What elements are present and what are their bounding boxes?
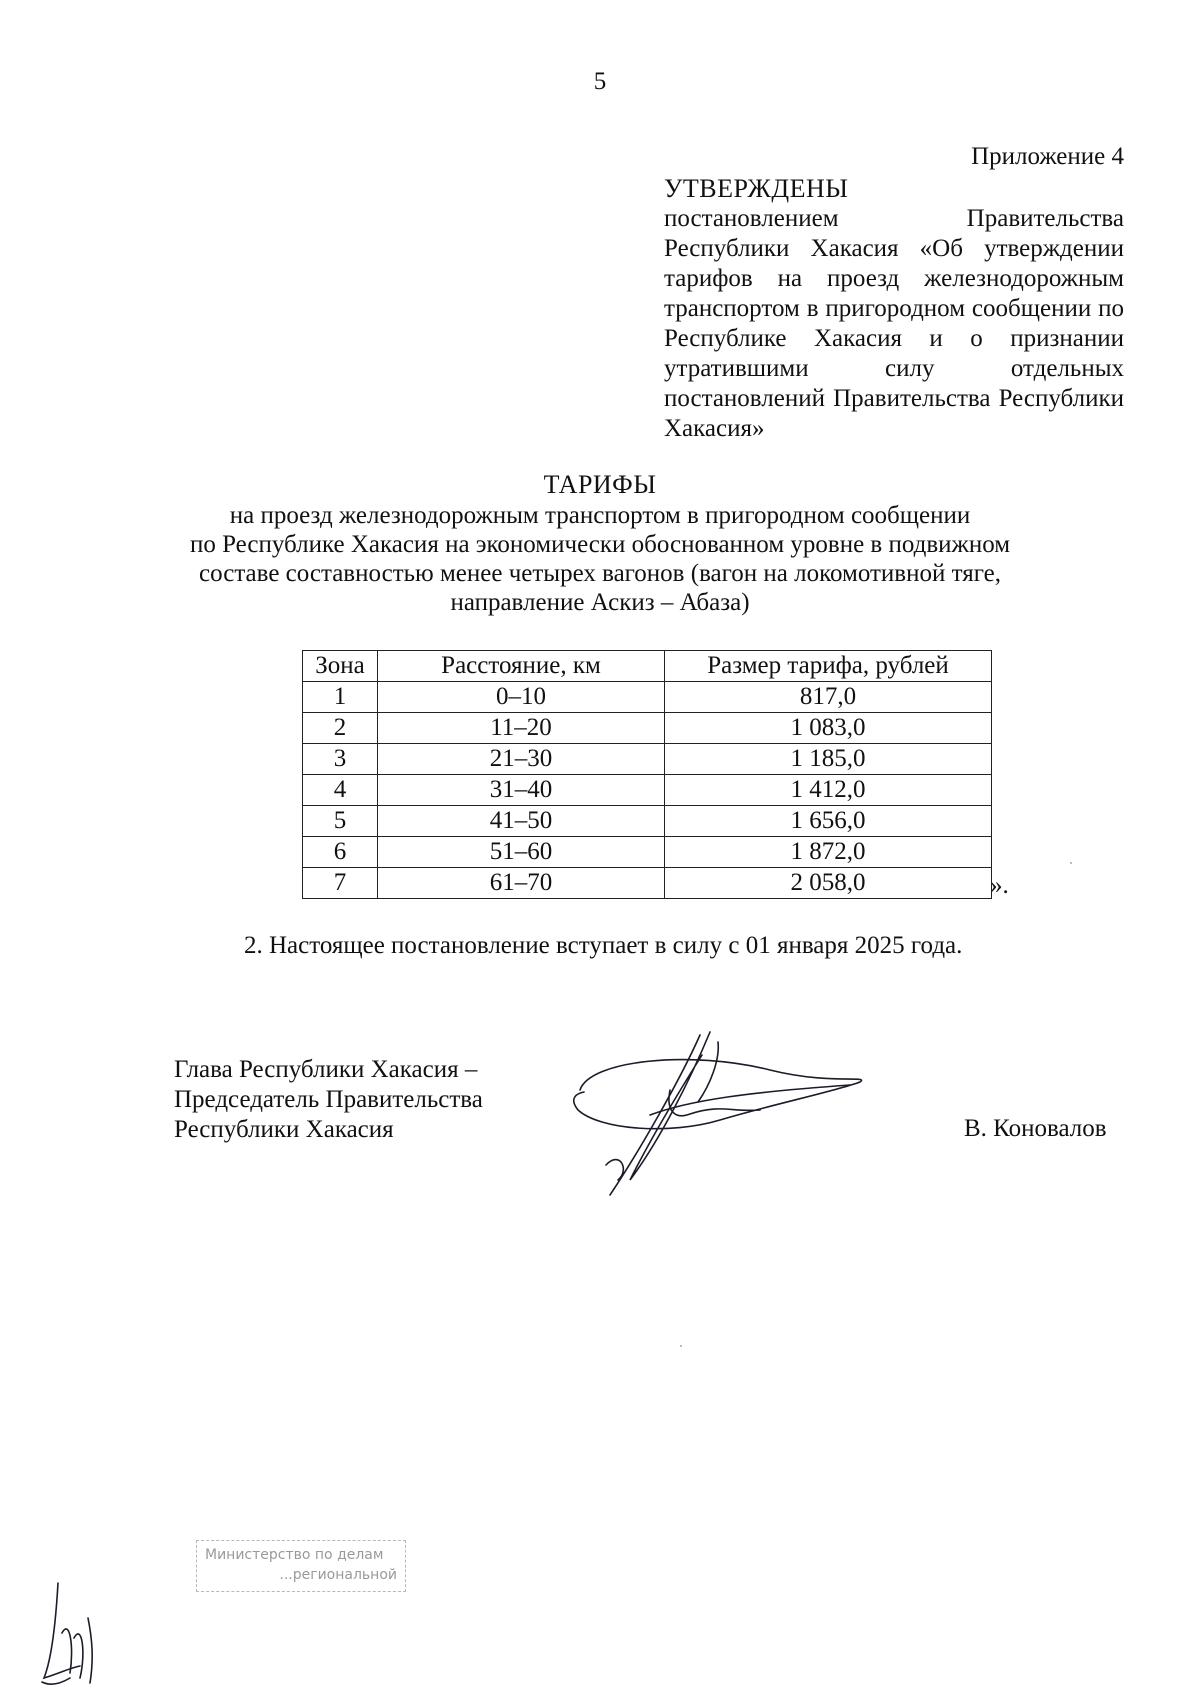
table-row [303, 837, 992, 868]
cell-zone: 7 [303, 868, 378, 899]
header-tariff: Размер тарифа, рублей [665, 651, 992, 682]
approved-title: УТВЕРЖДЕНЫ [664, 174, 849, 203]
cell-tariff: 1 656,0 [665, 806, 992, 837]
subtitle-line: составе составностью менее четырех вагонов (вагон на локомотивной тяге, [199, 560, 1001, 587]
subtitle-line: направление Аскиз – Абаза) [450, 589, 750, 616]
table-row [303, 682, 992, 713]
table-row [303, 744, 992, 775]
scan-speck [1070, 862, 1072, 864]
handwritten-initials [40, 1578, 110, 1688]
cell-tariff: 817,0 [665, 682, 992, 713]
position-line: Республики Хакасия [174, 1116, 394, 1143]
tariff-table [302, 650, 992, 899]
cell-zone: 6 [303, 837, 378, 868]
cell-zone: 4 [303, 775, 378, 806]
cell-tariff: 2 058,0 [665, 868, 992, 899]
ministry-stamp [196, 1540, 406, 1592]
closing-quote: ». [990, 872, 1009, 899]
effective-date-clause: 2. Настоящее постановление вступает в силу с 01 января 2025 года. [244, 932, 963, 959]
cell-distance: 51–60 [378, 837, 665, 868]
subtitle-line: на проезд железнодорожным транспортом в пригородном сообщении [229, 502, 971, 529]
document-title: ТАРИФЫ [543, 470, 657, 499]
table-header-row [303, 651, 992, 682]
cell-distance: 11–20 [378, 713, 665, 744]
cell-zone: 1 [303, 682, 378, 713]
position-line: Председатель Правительства [174, 1086, 483, 1113]
cell-zone: 5 [303, 806, 378, 837]
cell-zone: 2 [303, 713, 378, 744]
signer-name: В. Коновалов [964, 1115, 1107, 1142]
cell-distance: 61–70 [378, 868, 665, 899]
subtitle-line: по Республике Хакасия на экономически обоснованном уровне в подвижном [189, 531, 1011, 558]
document-title-block [150, 470, 1050, 617]
cell-distance: 21–30 [378, 744, 665, 775]
approved-body: постановлением Правительства Республики Хакасия «Об утверждении тарифов на проезд железнодорожным транспортом в пригородном сообщении по Республике Хакасия и о признании утратившими силу отдельных постановлений Правительства Республики Хакасия» [664, 205, 1124, 442]
header-zone: Зона [303, 651, 378, 682]
cell-distance: 41–50 [378, 806, 665, 837]
table-row [303, 806, 992, 837]
cell-tariff: 1 185,0 [665, 744, 992, 775]
table-row [303, 775, 992, 806]
signatory-position [174, 1055, 483, 1145]
position-line: Глава Республики Хакасия – [174, 1056, 478, 1083]
cell-distance: 0–10 [378, 682, 665, 713]
cell-tariff: 1 083,0 [665, 713, 992, 744]
appendix-label: Приложение 4 [971, 143, 1124, 170]
table-row [303, 713, 992, 744]
stamp-line: Министерство по делам [205, 1547, 384, 1563]
table-row [303, 868, 992, 899]
cell-tariff: 1 412,0 [665, 775, 992, 806]
scan-speck [680, 1345, 682, 1347]
cell-tariff: 1 872,0 [665, 837, 992, 868]
header-distance: Расстояние, км [378, 651, 665, 682]
approval-block [664, 142, 1124, 444]
cell-zone: 3 [303, 744, 378, 775]
cell-distance: 31–40 [378, 775, 665, 806]
page-number: 5 [593, 68, 607, 95]
handwritten-signature [570, 1030, 890, 1200]
stamp-line: ...региональной [279, 1567, 397, 1583]
